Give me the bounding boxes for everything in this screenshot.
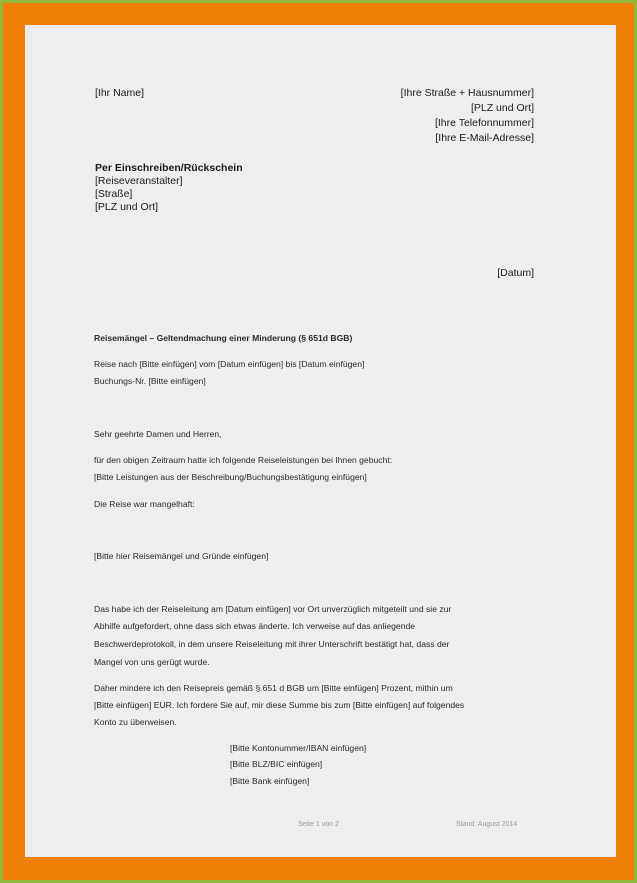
letter-subject: Reisemängel – Geltendmachung einer Minderung (§ 651d BGB): [94, 333, 353, 343]
salutation: Sehr geehrte Damen und Herren,: [94, 429, 222, 439]
paragraph2-line: [Bitte einfügen] EUR. Ich fordere Sie auf, mir diese Summe bis zum [Bitte einfügen] auf folgendes: [94, 700, 465, 710]
defective-line: Die Reise war mangelhaft:: [94, 499, 195, 509]
orange-frame: [3, 3, 634, 880]
recipient-city: [PLZ und Ort]: [95, 201, 159, 213]
bank-iban: [Bitte Kontonummer/IBAN einfügen]: [230, 743, 367, 753]
services-line: [Bitte Leistungen aus der Beschreibung/Buchungsbestätigung einfügen]: [94, 472, 367, 482]
booking-line: Buchungs-Nr. [Bitte einfügen]: [94, 376, 206, 386]
paragraph1-line: Das habe ich der Reiseleitung am [Datum einfügen] vor Ort unverzüglich mitgeteilt und sie zur: [94, 604, 452, 614]
paragraph1-line: Abhilfe aufgefordert, ohne dass sich etwas änderte. Ich verweise auf das anliegende: [94, 621, 416, 631]
delivery-method: Per Einschreiben/Rückschein: [95, 162, 243, 174]
recipient-street: [Straße]: [95, 188, 133, 200]
bank-name: [Bitte Bank einfügen]: [230, 776, 310, 786]
footer-page-number: Seite 1 von 2: [298, 821, 339, 828]
recipient-organizer: [Reiseveranstalter]: [95, 175, 183, 187]
paragraph2-line: Konto zu überweisen.: [94, 717, 177, 727]
sender-phone: [Ihre Telefonnummer]: [434, 117, 534, 129]
sender-email: [Ihre E-Mail-Adresse]: [435, 132, 534, 144]
bank-bic: [Bitte BLZ/BIC einfügen]: [230, 759, 323, 769]
footer-stand: Stand: August 2014: [456, 821, 518, 828]
intro-line: für den obigen Zeitraum hatte ich folgende Reiseleistungen bei Ihnen gebucht:: [94, 455, 393, 465]
paragraph2-line: Daher mindere ich den Reisepreis gemäß § 651 d BGB um [Bitte einfügen] Prozent, mithin um: [94, 683, 453, 693]
paragraph1-line: Beschwerdeprotokoll, in dem unsere Reiseleitung mit ihrer Unterschrift bestätigt hat, dass der: [94, 639, 450, 649]
trip-line: Reise nach [Bitte einfügen] vom [Datum einfügen] bis [Datum einfügen]: [94, 359, 365, 369]
sender-street: [Ihre Straße + Hausnummer]: [400, 87, 534, 99]
sender-name: [Ihr Name]: [95, 87, 145, 99]
paragraph1-line: Mangel von uns gerügt wurde.: [94, 657, 210, 667]
defects-placeholder: [Bitte hier Reisemängel und Gründe einfügen]: [94, 551, 269, 561]
letter-page: [25, 25, 616, 857]
letter-date: [Datum]: [497, 267, 534, 279]
sender-city: [PLZ und Ort]: [470, 102, 534, 114]
